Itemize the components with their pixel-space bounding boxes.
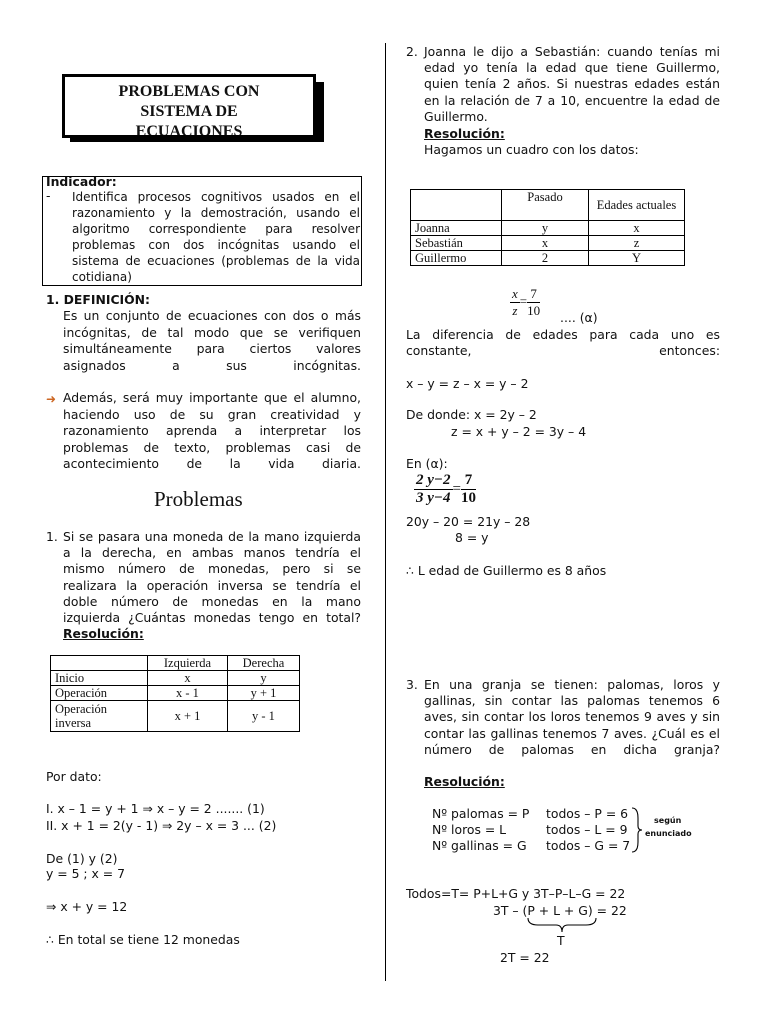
problem2-ratio-tag: .... (α) [560,310,598,325]
fraction-left-denominator: 3 y−4 [416,490,451,506]
table-cell: Operación inversa [51,701,148,732]
definition-bullet-text: Además, será muy importante que el alumno, haciendo uso de su gran creatividad y razonamiento aprenda a interpretar los problemas de texto, problemas casi de acontecimiento de la vida diaria. [63,390,361,471]
problem2-lin2: 8 = y [455,530,489,545]
table-cell: x - 1 [148,686,228,701]
problem1-eq2: II. x + 1 = 2(y - 1) ⇒ 2y – x = 3 ... (2) [46,818,277,833]
title-line-3: ECUACIONES [135,123,243,138]
problem2-table [410,189,685,266]
table-cell: Guillermo [411,251,502,266]
problem1-de: De (1) y (2) [46,851,118,866]
table-row [411,236,685,251]
problem1-text: Si se pasara una moneda de la mano izquierda a la derecha, en ambas manos tendría el mismo número de monedas, pero si se realizara la operación inversa se tendría el doble número de monedas en la mano izquierda ¿Cuántas monedas tengo en total? [63,529,361,626]
ratio-left-numerator: x [512,286,518,301]
table-row [411,190,685,221]
problem2-resolution-label: Resolución: [424,126,505,141]
problem3-row-2-left: Nº loros = L [432,822,507,837]
definition-heading: 1. DEFINICIÓN: [46,292,151,307]
table-cell: x [502,236,589,251]
table-cell [51,656,148,671]
table-cell: x [589,221,685,236]
fraction-right [461,472,476,507]
problem2-en-alpha: En (α): [406,456,448,471]
table-cell: y + 1 [227,686,299,701]
fraction-left-numerator: 2 y−2 [416,472,451,488]
table-header: Edades actuales [589,190,685,221]
under-brace-icon [526,916,598,934]
table-row [411,251,685,266]
problem3-row-2-right: todos – L = 9 [546,822,628,837]
table-cell: y [502,221,589,236]
problem3-row-3-right: todos – G = 7 [546,838,631,853]
indicator-text: Identifica procesos cognitivos usados en el razonamiento y la demostración, usando el algoritmo correspondiente para resolver problemas con dos incógnitas usando el sistema de ecuaciones (problemas de la vida cotidiana) [72,190,360,284]
table-cell: x + 1 [148,701,228,732]
table-cell: y [227,671,299,686]
table-header: Derecha [227,656,299,671]
problem3-text: En una granja se tienen: palomas, loros y gallinas, sin contar las palomas tenemos 6 aves, sin contar los loros tenemos 9 aves y sin contar las gallinas tenemos 7 aves. ¿Cuál es el número de palomas en dicha granja? [424,677,720,757]
problem2-fraction-eq: $\frac{2 y-2}{3 y-4}$ = $\frac{7}{10}$ [416,472,476,506]
fraction-right-numerator: 7 [461,472,476,490]
table-cell: Y [589,251,685,266]
ratio-right-numerator: 7 [527,286,540,303]
table-cell: Inicio [51,671,148,686]
fraction-right-denominator: 10 [460,490,476,506]
table-cell: y - 1 [227,701,299,732]
table-cell: x [148,671,228,686]
problem1-number: 1. [46,529,58,544]
definition-text: Es un conjunto de ecuaciones con dos o más incógnitas, de tal modo que se verifiquen simultáneamente para ciertos valores asignados a sus incógnitas. [63,308,361,373]
column-divider [385,43,386,981]
problem3-note-1: según [654,816,682,825]
problem2-eq-chain: x – y = z – x = y – 2 [406,376,529,391]
ratio-right-denominator: 10 [527,303,541,318]
problems-heading: Problemas [154,487,243,511]
problem1-table [50,655,300,732]
problem3-todos: Todos=T= P+L+G y 3T–P–L–G = 22 [406,886,626,901]
problem2-lin1: 20y – 20 = 21y – 28 [406,514,531,529]
title-line-1: PROBLEMAS CON [118,83,260,100]
problem2-text: Joanna le dijo a Sebastián: cuando tenías mi edad yo tenía la edad que tiene Guillermo, quien tenía 2 años. Si nuestras edades están en la relación de 7 a 10, encuentre la edad de Guillermo. [424,44,720,124]
problem2-diff-text: La diferencia de edades para cada uno es constante, entonces: [406,327,720,358]
table-row [51,686,300,701]
indicator-label: Indicador: [46,174,117,189]
title-box [62,74,316,138]
table-row [51,656,300,671]
indicator-dash: - [46,188,51,203]
table-cell: Sebastián [411,236,502,251]
problem3-row-1-left: Nº palomas = P [432,806,530,821]
table-cell [411,190,502,221]
table-row [411,221,685,236]
table-cell: z [589,236,685,251]
problem1-por-dato: Por dato: [46,769,102,784]
problem3-row-3-left: Nº gallinas = G [432,838,527,853]
problem1-conclusion: ∴ En total se tiene 12 monedas [46,932,240,947]
problem2-z-eq: z = x + y – 2 = 3y – 4 [451,424,587,439]
ratio-left-fraction [510,286,520,319]
title-line-2: SISTEMA DE [140,103,238,120]
problem3-row-1-right: todos – P = 6 [546,806,629,821]
table-row [51,671,300,686]
table-header: Pasado [502,190,589,221]
problem1-sum: ⇒ x + y = 12 [46,899,128,914]
bullet-icon: ➜ [46,392,57,406]
problem2-ratio: $\frac{x}{z}$ = $\frac{7}{10}$ [512,286,541,318]
table-row [51,701,300,732]
problem2-number: 2. [406,44,418,59]
table-cell: 2 [502,251,589,266]
right-brace-icon [630,806,644,854]
problem3-t-label: T [557,933,565,948]
ratio-left-denominator: z [512,303,518,318]
problem3-eq3t: 3T – (P + L + G) = 22 [493,903,627,918]
ratio-right-fraction [527,286,540,319]
problem2-intro: Hagamos un cuadro con los datos: [424,142,639,157]
problem3-note-2: enunciado [645,829,692,838]
table-cell: Joanna [411,221,502,236]
problem1-resolution-label: Resolución: [63,626,144,641]
problem2-de-donde: De donde: x = 2y – 2 [406,407,537,422]
problem1-eq1: I. x – 1 = y + 1 ⇒ x – y = 2 ....... (1) [46,801,265,816]
problem3-eq2t: 2T = 22 [500,950,550,965]
problem3-resolution-label: Resolución: [424,774,505,789]
table-header: Izquierda [148,656,228,671]
problem2-conclusion: ∴ L edad de Guillermo es 8 años [406,563,607,578]
problem1-sol: y = 5 ; x = 7 [46,866,126,881]
table-cell: Operación [51,686,148,701]
problem3-number: 3. [406,677,418,692]
fraction-left [414,472,453,507]
